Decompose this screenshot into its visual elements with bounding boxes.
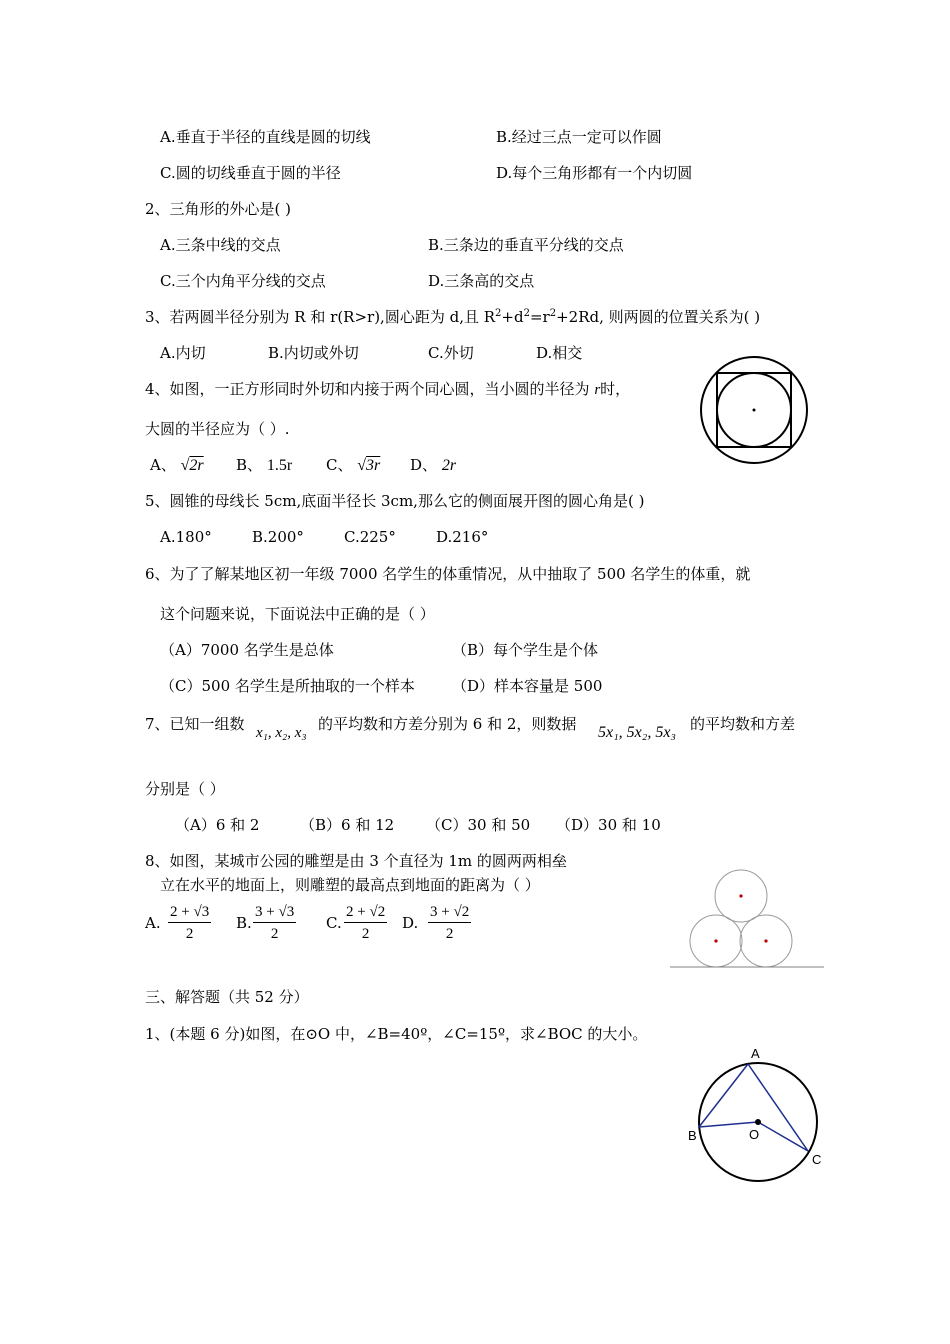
q8-option-a-label: A. — [145, 914, 161, 932]
q3-option-d: D.相交 — [536, 344, 583, 362]
q3-stem: 3、若两圆半径分别为 R 和 r(R>r),圆心距为 d,且 $R^2+d^2=r^2+2Rd$, 则两圆的位置关系为( ) — [145, 308, 761, 326]
q4-option-a: A、 √2r — [150, 456, 204, 474]
q6-option-d: （D）样本容量是 500 — [452, 677, 603, 695]
q6-option-c: （C）500 名学生是所抽取的一个样本 — [160, 677, 415, 695]
p1-segment-oc — [758, 1122, 808, 1151]
q8-option-d-fraction: $\frac{3 + √2}{2}$ — [430, 904, 470, 942]
q4-stem-line1: 4、如图，一正方形同时外切和内接于两个同心圆，当小圆的半径为 r时， — [145, 380, 631, 398]
q4-figure — [696, 352, 812, 468]
q1-option-c: C.圆的切线垂直于圆的半径 — [160, 164, 341, 182]
q4-option-c: C、 √3r — [326, 456, 381, 474]
q7-set1: x₁, x₂, x₃ — [256, 725, 307, 741]
q8-right-center-dot — [764, 939, 767, 942]
q5-option-c: C.225° — [344, 528, 396, 546]
q7-option-d: （D）30 和 10 — [556, 816, 661, 834]
q4-option-d: D、 2r — [410, 456, 457, 474]
q6-stem-line1: 6、为了了解某地区初一年级 7000 名学生的体重情况，从中抽取了 500 名学生的体重，就 — [145, 565, 751, 583]
p1-center-dot — [755, 1119, 761, 1125]
q3-option-a: A.内切 — [160, 344, 206, 362]
q3-option-b: B.内切或外切 — [268, 344, 359, 362]
p1-label-a: A — [751, 1046, 760, 1061]
q8-left-center-dot — [714, 939, 717, 942]
q7-stem-line2: 分别是（ ） — [145, 780, 225, 798]
p1-label-b: B — [688, 1128, 697, 1143]
q5-option-a: A.180° — [160, 528, 212, 546]
q2-option-d: D.三条高的交点 — [428, 272, 535, 290]
q7-option-b: （B）6 和 12 — [300, 816, 395, 834]
q1-option-d: D.每个三角形都有一个内切圆 — [496, 164, 693, 182]
q8-option-c-label: C. — [326, 914, 342, 932]
q7-option-c: （C）30 和 50 — [426, 816, 531, 834]
q5-option-d: D.216° — [436, 528, 489, 546]
q8-option-a-fraction: $\frac{2 + √3}{2}$ — [170, 904, 210, 942]
p1-label-c: C — [812, 1152, 822, 1167]
q1-option-b: B.经过三点一定可以作圆 — [496, 128, 662, 146]
q4-option-b: B、 1.5r — [236, 456, 293, 474]
section3-heading: 三、解答题（共 52 分） — [145, 988, 309, 1006]
q8-top-center-dot — [739, 894, 742, 897]
q4-center-dot — [753, 409, 756, 412]
q8-stem-line2: 立在水平的地面上，则雕塑的最高点到地面的距离为（ ） — [160, 876, 540, 894]
q8-option-b-label: B. — [236, 914, 252, 932]
q5-stem: 5、圆锥的母线长 5cm,底面半径长 3cm,那么它的侧面展开图的圆心角是( ) — [145, 492, 645, 510]
q2-stem: 2、三角形的外心是( ) — [145, 200, 292, 218]
q6-option-b: （B）每个学生是个体 — [452, 641, 599, 659]
q8-stem-line1: 8、如图，某城市公园的雕塑是由 3 个直径为 1m 的圆两两相垒 — [145, 852, 567, 870]
q6-option-a: （A）7000 名学生是总体 — [160, 641, 334, 659]
problem1-figure — [684, 1040, 834, 1190]
q5-option-b: B.200° — [252, 528, 304, 546]
q8-option-c-fraction: $\frac{2 + √2}{2}$ — [346, 904, 386, 942]
q1-option-a: A.垂直于半径的直线是圆的切线 — [160, 128, 371, 146]
q3-option-c: C.外切 — [428, 344, 474, 362]
p1-label-o: O — [749, 1127, 760, 1142]
q6-stem-line2: 这个问题来说，下面说法中正确的是（ ） — [160, 605, 435, 623]
q8-option-d-label: D. — [402, 914, 419, 932]
q2-option-b: B.三条边的垂直平分线的交点 — [428, 236, 624, 254]
q2-option-c: C.三个内角平分线的交点 — [160, 272, 326, 290]
q7-stem-part1: 7、已知一组数 — [145, 715, 245, 733]
q7-stem-part2: 的平均数和方差分别为 6 和 2，则数据 — [318, 715, 577, 733]
section3-problem1: 1、(本题 6 分)如图，在⊙O 中，∠B=40º，∠C=15º，求∠BOC 的大小。 — [145, 1025, 648, 1043]
q8-option-b-fraction: $\frac{3 + √3}{2}$ — [255, 904, 295, 942]
q7-set2: 5x₁, 5x₂, 5x₃ — [598, 724, 676, 741]
q8-figure — [668, 866, 828, 972]
q2-option-a: A.三条中线的交点 — [160, 236, 281, 254]
q4-stem-line2: 大圆的半径应为（ ）. — [145, 420, 290, 438]
q7-option-a: （A）6 和 2 — [175, 816, 260, 834]
q7-stem-part3: 的平均数和方差 — [690, 715, 796, 733]
